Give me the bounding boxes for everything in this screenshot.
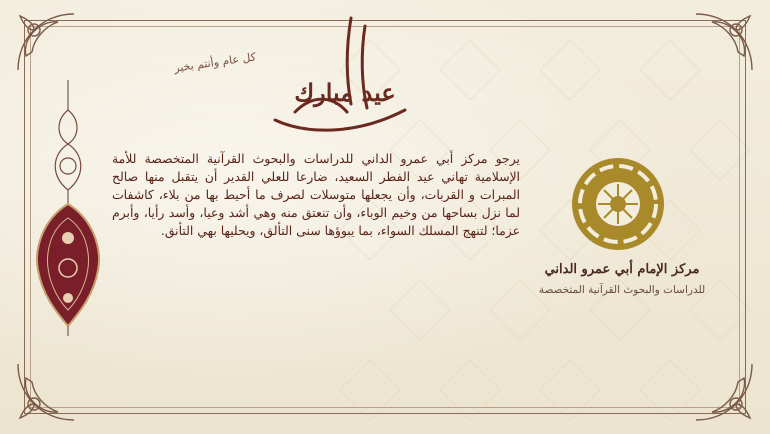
center-subtitle: للدراسات والبحوث القرآنية المتخصصة xyxy=(538,284,706,296)
eid-subtitle: كل عام وأنتم بخير xyxy=(173,50,257,75)
floral-corner-icon xyxy=(688,356,758,426)
greeting-message xyxy=(112,150,520,240)
eid-title: عيد مبارك xyxy=(294,78,396,107)
floral-corner-icon xyxy=(12,356,82,426)
center-name: مركز الإمام أبي عمرو الداني xyxy=(544,262,700,277)
center-emblem-icon xyxy=(570,156,666,252)
floral-corner-icon xyxy=(688,8,758,78)
hanging-lantern-ornament-icon xyxy=(28,80,108,340)
floral-corner-icon xyxy=(12,8,82,78)
eid-calligraphy-icon xyxy=(255,12,415,142)
greeting-message-text: يرجو مركز أبي عمرو الداني للدراسات والبحوث القرآنية المتخصصة للأمة الإسلامية تهاني عيد الفطر السعيد، ضارعا للعلي القدير أن يتقبل منها صالح المبرات و القربات، وأن يجعلها متوسلات لصرف ما أحيط بها من بلاء، كاشفات لما نزل بساحها من وخيم الوباء، وأن تنعتق منه وهي أشد وعيا، وأسد رأيا، وأبرم عزما؛ لتنهج المسلك السواء، بما يبوؤها سنى التألق، ويحليها بهي التأنق. xyxy=(112,151,520,238)
